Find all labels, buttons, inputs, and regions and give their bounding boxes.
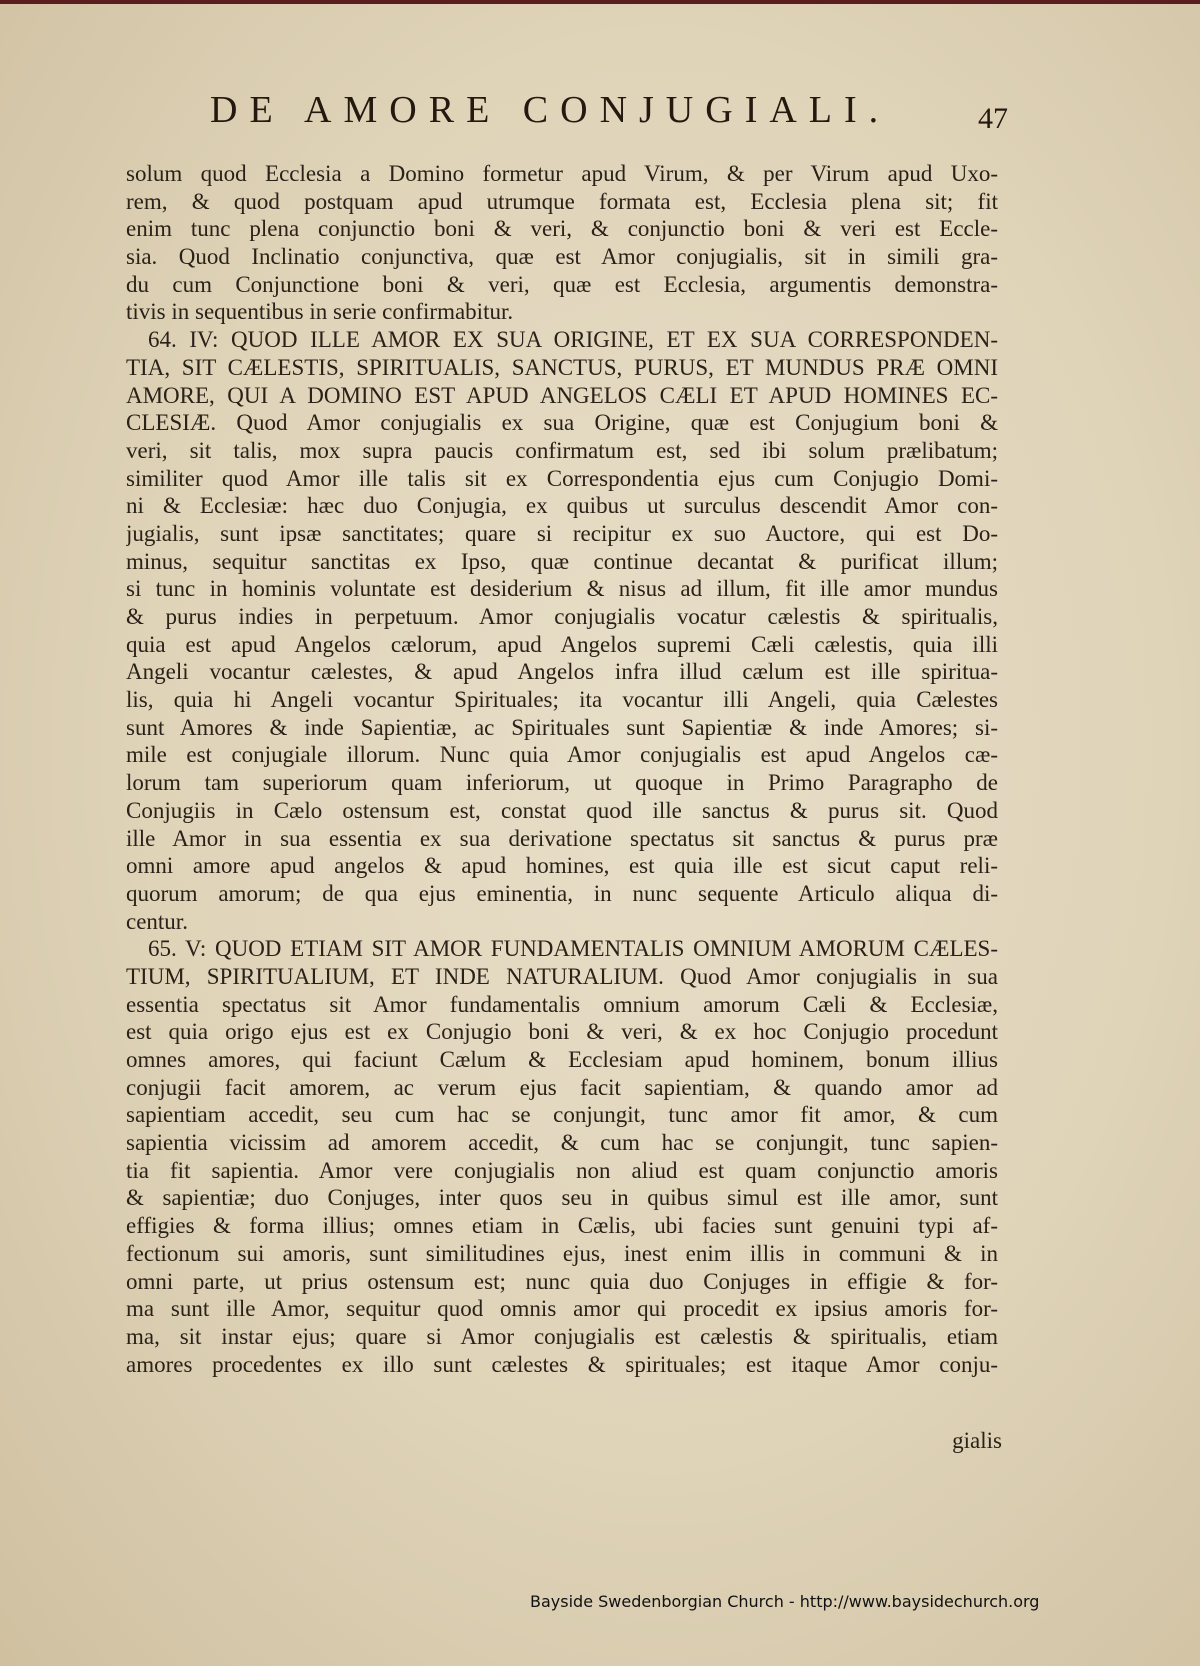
page-number: 47 — [978, 102, 1008, 135]
text-line: omni amore apud angelos & apud homines, est quia ille est sicut caput reli- — [126, 853, 998, 879]
text-line: amores procedentes ex illo sunt cælestes & spirituales; est itaque Amor conju- — [126, 1351, 998, 1377]
text-line: jugialis, sunt ipsæ sanctitates; quare si recipitur ex suo Auctore, qui est Do- — [126, 520, 998, 546]
text-line: 65. V: QUOD ETIAM SIT AMOR FUNDAMENTALIS OMNIUM AMORUM CÆLES- — [148, 936, 998, 962]
text-line: lorum tam superiorum quam inferiorum, ut quoque in Primo Paragrapho de — [126, 770, 998, 796]
text-line: sapientia vicissim ad amorem accedit, & cum hac se conjungit, tunc sapien- — [126, 1130, 998, 1156]
text-line: omni parte, ut prius ostensum est; nunc quia duo Conjuges in effigie & for- — [126, 1268, 998, 1294]
text-line: Angeli vocantur cælestes, & apud Angelos infra illud cælum est ille spiritua- — [126, 659, 998, 685]
text-line: minus, sequitur sanctitas ex Ipso, quæ continue decantat & purificat illum; — [126, 548, 998, 574]
text-line: effigies & forma illius; omnes etiam in Cælis, ubi facies sunt genuini typi af- — [126, 1213, 998, 1239]
text-line: ma sunt ille Amor, sequitur quod omnis amor qui procedit ex ipsius amoris for- — [126, 1296, 998, 1322]
text-line: lis, quia hi Angeli vocantur Spirituales; ita vocantur illi Angeli, quia Cælestes — [126, 687, 998, 713]
text-line: similiter quod Amor ille talis sit ex Correspondentia ejus cum Conjugio Domi- — [126, 465, 998, 491]
text-line: sapientiam accedit, seu cum hac se conjungit, tunc amor fit amor, & cum — [126, 1102, 998, 1128]
text-line: enim tunc plena conjunctio boni & veri, & conjunctio boni & veri est Eccle- — [126, 216, 998, 242]
text-line: CLESIÆ. Quod Amor conjugialis ex sua Origine, quæ est Conjugium boni & — [126, 410, 998, 436]
text-line: du cum Conjunctione boni & veri, quæ est Ecclesia, argumentis demonstra- — [126, 271, 998, 297]
body-text — [126, 160, 998, 1378]
text-line: tia fit sapientia. Amor vere conjugialis non aliud est quam conjunctio amoris — [126, 1157, 998, 1183]
text-line: ni & Ecclesiæ: hæc duo Conjugia, ex quibus ut surculus descendit Amor con- — [126, 493, 998, 519]
text-line: Conjugiis in Cælo ostensum est, constat quod ille sanctus & purus sit. Quod — [126, 797, 998, 823]
catchword: gialis — [952, 1428, 1002, 1453]
text-line: est quia origo ejus est ex Conjugio boni & veri, & ex hoc Conjugio procedunt — [126, 1019, 998, 1045]
text-line: conjugii facit amorem, ac verum ejus facit sapientiam, & quando amor ad — [126, 1074, 998, 1100]
text-line: quia est apud Angelos cælorum, apud Angelos supremi Cæli cælestis, quia illi — [126, 631, 998, 657]
text-line: & sapientiæ; duo Conjuges, inter quos seu in quibus simul est ille amor, sunt — [126, 1185, 998, 1211]
text-line: tivis in sequentibus in serie confirmabitur. — [126, 299, 514, 325]
page-header — [210, 88, 1010, 148]
text-line: solum quod Ecclesia a Domino formetur apud Virum, & per Virum apud Uxo- — [126, 161, 998, 186]
text-line: mile est conjugiale illorum. Nunc quia Amor conjugialis est apud Angelos cæ- — [126, 742, 998, 768]
running-head: DE AMORE CONJUGIALI. — [210, 89, 891, 131]
text-line: TIUM, SPIRITUALIUM, ET INDE NATURALIUM. Quod Amor conjugialis in sua — [126, 963, 998, 989]
text-line: veri, sit talis, mox supra paucis confirmatum est, sed ibi solum prælibatum; — [126, 437, 998, 463]
text-line: ma, sit instar ejus; quare si Amor conjugialis est cælestis & spiritualis, etiam — [126, 1323, 998, 1349]
text-line: rem, & quod postquam apud utrumque formata est, Ecclesia plena sit; fit — [126, 188, 998, 214]
text-line: essentia spectatus sit Amor fundamentalis omnium amorum Cæli & Ecclesiæ, — [126, 991, 998, 1017]
text-line: ille Amor in sua essentia ex sua derivatione spectatus sit sanctus & purus præ — [126, 825, 998, 851]
text-line: AMORE, QUI A DOMINO EST APUD ANGELOS CÆLI ET APUD HOMINES EC- — [126, 382, 998, 408]
text-line: & purus indies in perpetuum. Amor conjugialis vocatur cælestis & spiritualis, — [126, 604, 998, 629]
footer-credit: Bayside Swedenborgian Church - http://www.baysidechurch.org — [530, 1592, 1040, 1611]
text-line: omnes amores, qui faciunt Cælum & Ecclesiam apud hominem, bonum illius — [126, 1047, 998, 1072]
text-line: quorum amorum; de qua ejus eminentia, in nunc sequente Articulo aliqua di- — [126, 880, 998, 906]
text-line: TIA, SIT CÆLESTIS, SPIRITUALIS, SANCTUS, PURUS, ET MUNDUS PRÆ OMNI — [126, 354, 998, 380]
text-line: centur. — [126, 908, 188, 934]
text-line: 64. IV: QUOD ILLE AMOR EX SUA ORIGINE, ET EX SUA CORRESPONDEN- — [148, 327, 998, 353]
top-edge-band — [0, 0, 1200, 4]
text-line: fectionum sui amoris, sunt similitudines ejus, inest enim illis in communi & in — [126, 1240, 998, 1266]
text-line: sunt Amores & inde Sapientiæ, ac Spirituales sunt Sapientiæ & inde Amores; si- — [126, 714, 998, 740]
text-line: sia. Quod Inclinatio conjunctiva, quæ est Amor conjugialis, sit in simili gra- — [126, 244, 998, 270]
text-line: si tunc in hominis voluntate est desiderium & nisus ad illum, fit ille amor mundus — [126, 576, 998, 602]
